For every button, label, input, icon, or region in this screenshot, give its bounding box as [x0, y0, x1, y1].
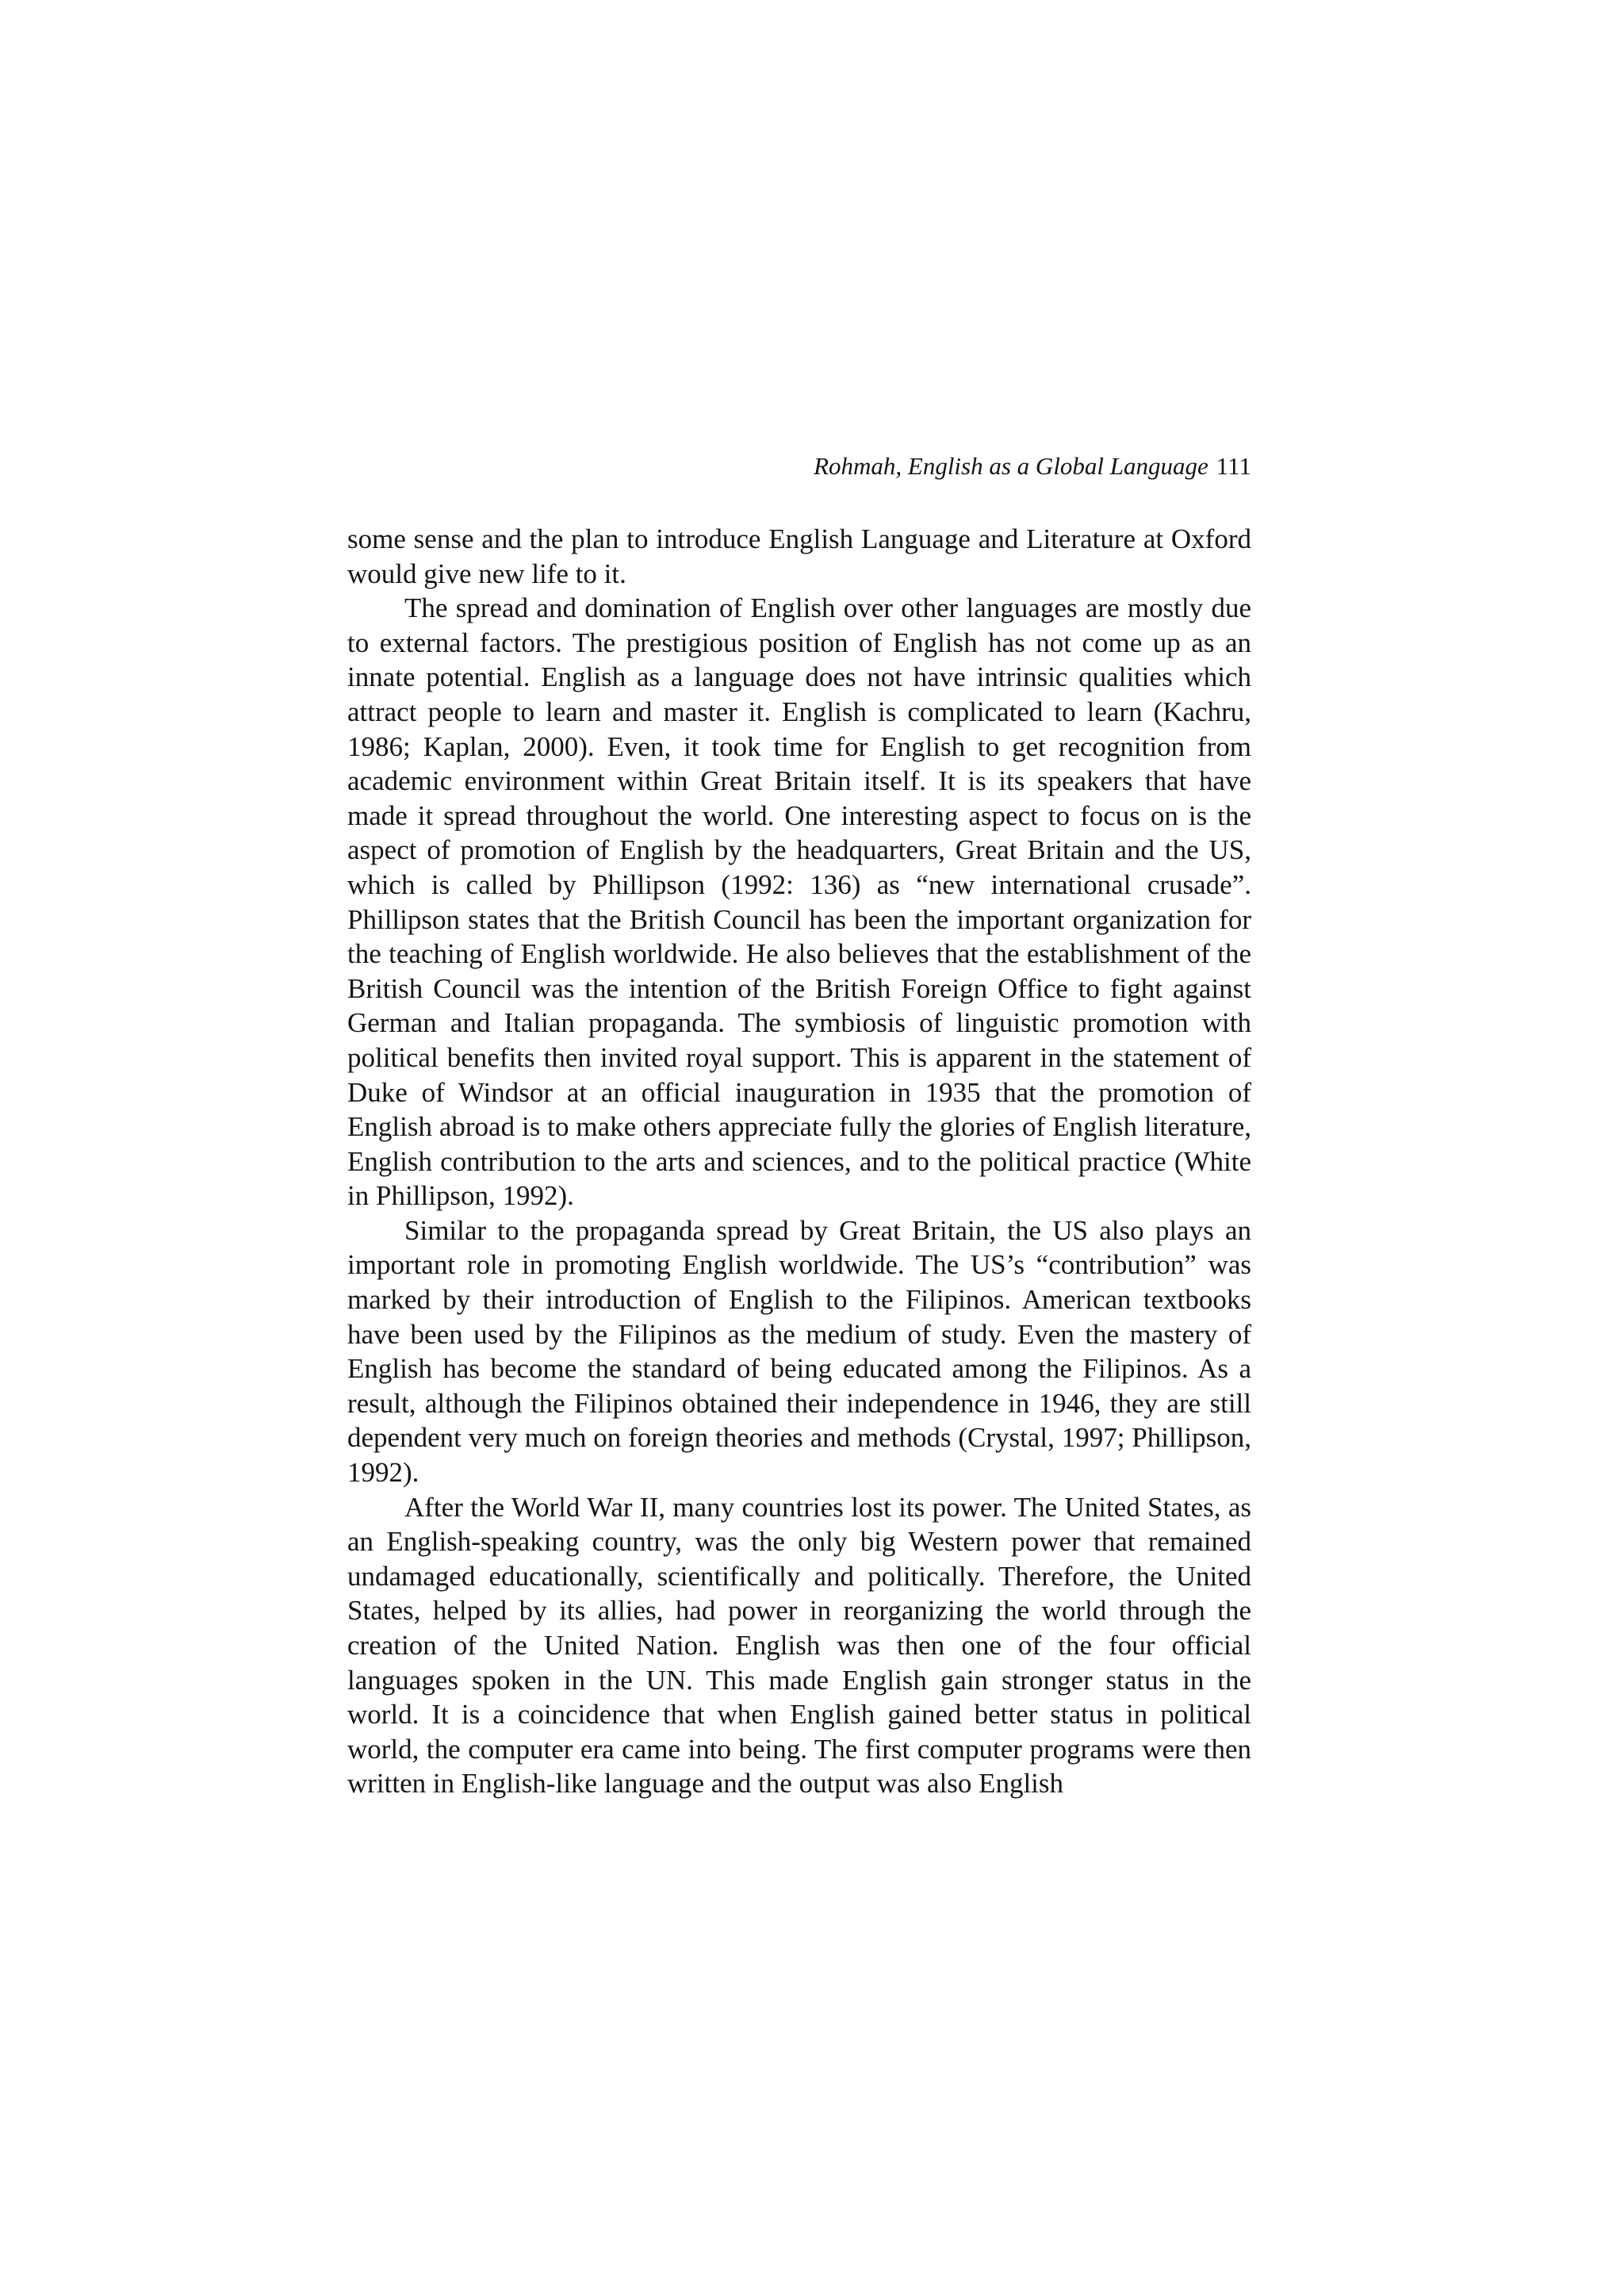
paragraph-post-war: After the World War II, many countries lost its power. The United States, as an English-speaking country, was the only big Western power that remained undamaged educationally, scientifically and politically. Therefore, the United States, helped by its allies, had power in reorganizing the world through the creation of the United Nation. English was then one of the four official languages spoken in the UN. This made English gain stronger status in the world. It is a coincidence that when English gained better status in political world, the computer era came into being. The first computer programs were then written in English-like language and the output was also English [347, 1491, 1251, 1800]
paragraph-continued: some sense and the plan to introduce English Language and Literature at Oxford would give new life to it. [347, 523, 1251, 589]
body-text [347, 522, 1251, 1801]
paragraph-us-role: Similar to the propaganda spread by Great Britain, the US also plays an important role in promoting English worldwide. The US’s “contribution” was marked by their introduction of English to the Filipinos. American textbooks have been used by the Filipinos as the medium of study. Even the mastery of English has become the standard of being educated among the Filipinos. As a result, although the Filipinos obtained their independence in 1946, they are still dependent very much on foreign theories and methods (Crystal, 1997; Phillipson, 1992). [347, 1214, 1251, 1489]
page-number: 111 [1216, 452, 1251, 480]
running-header [347, 450, 1251, 482]
running-title: Rohmah, English as a Global Language [814, 452, 1208, 480]
paragraph-spread-of-english: The spread and domination of English over other languages are mostly due to external factors. The prestigious position of English has not come up as an innate potential. English as a language does not have intrinsic qualities which attract people to learn and master it. English is complicated to learn (Kachru, 1986; Kaplan, 2000). Even, it took time for English to get recognition from academic environment within Great Britain itself. It is its speakers that have made it spread throughout the world. One interesting aspect to focus on is the aspect of promotion of English by the headquarters, Great Britain and the US, which is called by Phillipson (1992: 136) as “new international crusade”. Phillipson states that the British Council has been the important organization for the teaching of English worldwide. He also believes that the establishment of the British Council was the intention of the British Foreign Office to fight against German and Italian propaganda. The symbiosis of linguistic promotion with political benefits then invited royal support. This is apparent in the statement of Duke of Windsor at an official inauguration in 1935 that the promotion of English abroad is to make others appreciate fully the glories of English literature, English contribution to the arts and sciences, and to the political practice (White in Phillipson, 1992). [347, 592, 1251, 1212]
